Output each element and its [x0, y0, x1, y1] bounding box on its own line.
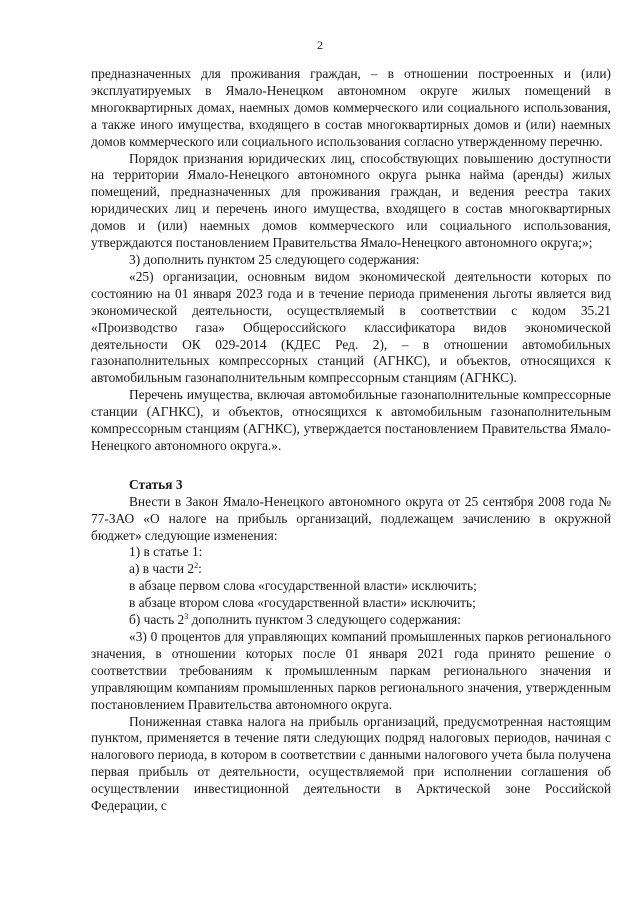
item-b-suffix: дополнить пунктом 3 следующего содержания: — [188, 612, 461, 628]
article-intro: Внести в Закон Ямало-Ненецкого автономного округа от 25 сентября 2008 года № 77-ЗАО «О налоге на прибыль организаций, подлежащем зачислению в окружной бюджет» следующие изменения: — [91, 493, 611, 543]
paragraph-procedure: Порядок признания юридических лиц, способствующих повышению доступности на территории Ямало-Ненецкого автономного округа рынка найма (аренды) жилых помещений, предназначенных для проживания граждан, и ведения реестра таких юридических лиц и перечень иного имущества, входящего в состав многоквартирных домов и (или) наемных домов коммерческого или социального использования, утверждаются постановлением Правительства Ямало-Ненецкого автономного округа;»; — [91, 150, 611, 251]
item-b-prefix: б) часть 2 — [129, 612, 185, 628]
article-title: Статья 3 — [129, 476, 183, 492]
item-b-superscript: 3 — [184, 612, 189, 622]
item-a-prefix: а) в части 2 — [129, 561, 195, 577]
article-item-b — [91, 612, 611, 629]
article-item-a — [91, 561, 611, 578]
paragraph-property-list: Перечень имущества, включая автомобильные газонаполнительные компрессорные станции (АГНКС), и объектов, относящихся к автомобильным газонаполнительным компрессорным станциям (АГНКС), утверждается постановлением Правительства Ямало-Ненецкого автономного округа.». — [91, 387, 611, 453]
paragraph-item-3: 3) дополнить пунктом 25 следующего содержания: — [129, 251, 420, 267]
article-quote-1: «3) 0 процентов для управляющих компаний промышленных парков регионального значения, в отношении которых после 01 января 2021 года принято решение о соответствии требованиям к промышленным паркам регионального значения и управляющим компаниям промышленных парков регионального значения, утвержденным постановлением Правительства автономного округа. — [91, 629, 611, 712]
page-number: 2 — [317, 38, 323, 52]
item-a-suffix: : — [198, 561, 202, 577]
article-item-a-line-2: в абзаце втором слова «государственной власти» исключить; — [129, 595, 476, 611]
article-item-a-line-1: в абзаце первом слова «государственной власти» исключить; — [129, 578, 477, 594]
article-item-1: 1) в статье 1: — [129, 544, 203, 560]
item-a-superscript: 2 — [194, 561, 199, 571]
paragraph-item-25: «25) организации, основным видом экономической деятельности которых по состоянию на 01 января 2023 года и в течение периода применения льготы является вид экономической деятельности, осуществляемый в соответствии с кодом 35.21 «Производство газа» Общероссийского классификатора видов экономической деятельности ОК 029-2014 (КДЕС Ред. 2), – в отношении автомобильных газонаполнительных компрессорных станций (АГНКС), и объектов, относящихся к автомобильным газонаполнительным компрессорным станциям (АГНКС). — [91, 268, 611, 386]
document-body — [91, 66, 611, 815]
paragraph-continuation: предназначенных для проживания граждан, – в отношении построенных и (или) эксплуатируемых в Ямало-Ненецком автономном округе жилых помещений в многоквартирных домах, наемных домов коммерческого или социального использования, а также иного имущества, входящего в состав многоквартирных домов и (или) наемных домов коммерческого или социального использования согласно утвержденному перечню. — [91, 66, 611, 149]
article-quote-2: Пониженная ставка налога на прибыль организаций, предусмотренная настоящим пунктом, применяется в течение пяти следующих подряд налоговых периодов, начиная с налогового периода, в котором в соответствии с данными налогового учета была получена первая прибыль от деятельности, осуществляемой при исполнении соглашения об осуществлении инвестиционной деятельности в Арктической зоне Российской Федерации, с — [91, 713, 611, 814]
